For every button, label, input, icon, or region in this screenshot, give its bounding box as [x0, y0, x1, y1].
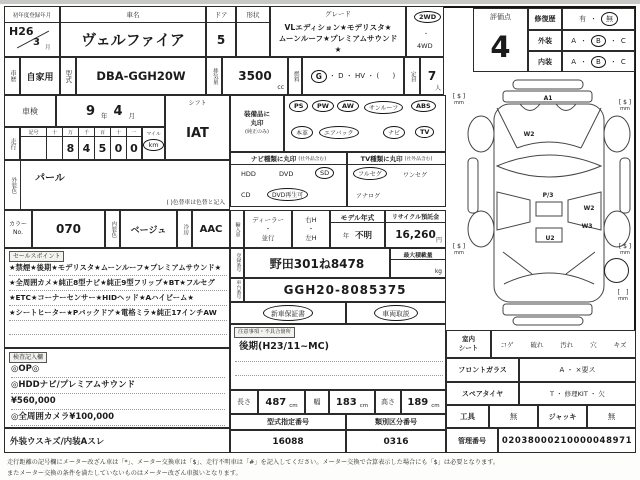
color-no-label [4, 210, 32, 248]
seat-item-scratch: キズ [613, 340, 627, 349]
capacity-unit: 人 [434, 85, 441, 92]
sales-line-empty-1 [9, 321, 227, 335]
empty-bracket-marker [612, 290, 634, 302]
equip-leather-circled: 本革 [291, 126, 313, 139]
equip-sunroof-circled: サンルーフ [364, 101, 403, 114]
mileage-v-10k: 8 [66, 141, 75, 155]
drive-separator: ・ [423, 31, 430, 38]
tv-type-cell [347, 152, 446, 207]
tread-marker-bottom-right-bracket: [ $ ] [618, 243, 632, 250]
tread-marker-top-left-unit: mm [454, 100, 464, 106]
car-top-view-diagram [446, 74, 638, 332]
damage-code-w2-left: W2 [523, 131, 535, 138]
shaken-value [56, 95, 165, 127]
exterior-grade-label: 外装 [528, 30, 562, 51]
mileage-h-10k: 万 [63, 128, 78, 137]
equip-tv-circled: TV [415, 126, 434, 138]
grade-line-3: ★ [334, 44, 342, 54]
sales-line-4: ★シートヒーター★Pバックドア★電格ミラ★純正17インチAW [9, 306, 227, 321]
mileage-v-100k [47, 137, 62, 159]
wheel-front-left [468, 116, 494, 152]
model-code-label: 型式 [60, 57, 76, 95]
sales-line-empty-2 [9, 335, 227, 349]
rating-score-value: 4 [490, 29, 511, 64]
left-door-panel [497, 192, 530, 230]
tread-marker-bottom-right-unit: mm [620, 250, 630, 256]
shaken-month-unit: 月 [128, 111, 136, 120]
height-value-cell [401, 390, 446, 414]
recycle-deposit-label: リサイクル預託金 [386, 211, 445, 223]
nav-dvd-play-circled: DVD再生可 [267, 188, 308, 201]
manual-doc-cell [346, 302, 446, 324]
empty-bracket-unit: mm [618, 296, 628, 302]
history-value: 自家用 [20, 57, 60, 95]
equipment-items-cell [284, 95, 446, 152]
exterior-color-value-area [21, 161, 229, 209]
model-year-value-area [331, 223, 384, 247]
dashboard-arc [517, 142, 581, 148]
length-value-cell [258, 390, 305, 414]
mileage-h-10: 十 [111, 128, 126, 137]
repair-no-circled: 無 [601, 12, 618, 26]
side-sill-left [468, 158, 478, 213]
car-name-label: 車名 [61, 7, 205, 23]
history-label: 車歴 [4, 57, 20, 95]
grade-value [271, 20, 405, 56]
interior-c: C [620, 57, 626, 66]
mileage-unit-cell [142, 127, 165, 160]
rating-score-cell [473, 8, 528, 72]
seat-item-stain: 汚れ [560, 340, 574, 349]
fuel-other-options: ・ D ・ HV ・ ( ) [328, 72, 396, 80]
mileage-v-10: 0 [114, 141, 123, 155]
recycle-deposit-cell [385, 210, 446, 248]
empty-bracket: [ ] [617, 289, 629, 296]
jack-label: ジャッキ [538, 405, 587, 428]
max-load-cell [390, 248, 446, 278]
registration-value: 野田301ね8478 [244, 248, 390, 278]
model-year-unit: 年 [342, 232, 349, 240]
mileage-v-1k: 4 [82, 141, 91, 155]
wheel-rear-right [604, 211, 630, 247]
shaken-year-unit: 年 [101, 111, 108, 120]
registration-label: 登録番号 [230, 248, 244, 278]
rear-window-arc [504, 273, 594, 284]
inspector-notes-cell [4, 348, 230, 428]
sales-line-2: ★全周囲カメ★純正8型ナビ★純正9型フリップ★BT★フルセグ [9, 276, 227, 291]
dot1: ・ [580, 36, 588, 45]
first-registration-label: 初年度登録年月 [5, 7, 59, 23]
equipment-label-1: 装備品に [244, 110, 270, 118]
tv-oneseg: ワンセグ [403, 172, 428, 179]
exterior-b-circled: B [591, 35, 606, 47]
nav-type-title: ナビ種類に丸印 [250, 155, 297, 163]
drive-4wd: 4WD [417, 42, 433, 50]
mileage-h-1k: 千 [79, 128, 94, 137]
length-label: 長さ [230, 390, 258, 414]
interior-grade-label: 内装 [528, 51, 562, 72]
chassis-label: 車台番号 [230, 278, 244, 302]
nav-type-note: (社外品含む) [298, 157, 327, 162]
mileage-col-10 [110, 128, 126, 159]
color-no-label-2: No. [13, 229, 23, 236]
hand-drawn-circle-mark [604, 258, 629, 283]
sales-points-lines [9, 261, 227, 349]
displacement-label: 排気量 [206, 57, 222, 95]
height-value: 189 [407, 396, 429, 408]
classification-label: 類別区分番号 [346, 414, 446, 430]
shape-label: 形状 [237, 7, 269, 23]
jack-value: 無 [587, 405, 636, 428]
interior-color-label: 内装色 [105, 210, 120, 248]
grade-label: グレード [325, 10, 351, 18]
headrest-arcs [520, 104, 576, 111]
condition-note-cell [4, 428, 230, 453]
mileage-h-1: 一 [127, 128, 141, 137]
mileage-col-1k [78, 128, 94, 159]
tread-marker-top-right-unit: mm [620, 106, 630, 112]
fuel-value [302, 57, 404, 95]
repair-dot: ・ [590, 15, 597, 23]
door-label: ドア [207, 7, 235, 23]
equip-airbag-circled: エアバック [319, 126, 359, 139]
mileage-row-label: 走行 [4, 127, 20, 160]
control-number-label: 管理番号 [446, 428, 498, 453]
interior-color-value: ベージュ [120, 210, 177, 248]
damage-code-p3: P/3 [542, 192, 554, 199]
color-no-label-1: カラー [8, 221, 27, 228]
length-unit: cm [289, 402, 298, 409]
recycle-deposit-value: 16,260 [395, 229, 436, 241]
displacement-value: 3500 [238, 69, 272, 83]
tv-type-items [348, 165, 445, 206]
inspector-line-3: ¥560,000 [11, 394, 225, 410]
nav-sd-circled: SD [315, 167, 334, 179]
notes-tag: 注意事項・不具合箇所 [234, 327, 295, 338]
spare-tire-label: スペアタイヤ [446, 382, 519, 405]
tread-marker-top-right-bracket: [ $ ] [618, 99, 632, 106]
equipment-label-3: (純正のみ) [245, 129, 269, 135]
model-year-cell [330, 210, 385, 248]
mileage-v-sign [21, 137, 46, 159]
rear-diagonals [503, 252, 595, 274]
footer-disclaimer-1: 走行距離の記号欄にメーター改ざん車は「*」、メーター交換車は「$」、走行不明車は「#」を記入してください。メーター交換で合算表示した場合にも「$」は必要となります。 [7, 459, 500, 466]
sales-line-3: ★ETC★コーナーセンサー★HIDヘッド★Aハイビーム★ [9, 291, 227, 306]
dot3: ・ [580, 57, 588, 66]
damage-code-u2: U2 [545, 235, 555, 242]
drive-2wd-circled: 2WD [414, 11, 441, 23]
length-value: 487 [265, 396, 287, 408]
classification-value: 0316 [346, 430, 446, 453]
tv-analog: アナログ [356, 193, 381, 200]
sales-line-1: ★禁煙★後期★モデリスタ★ムーンルーフ★プレミアムサウンド★ [9, 261, 227, 276]
exterior-color-cell [4, 160, 230, 210]
displacement-unit: cc [277, 84, 284, 91]
inspector-line-2: ◎HDDナビ/プレミアムサウンド [11, 378, 225, 394]
repair-history-value [562, 8, 635, 30]
tread-marker-bottom-left-unit: mm [454, 250, 464, 256]
steering-dot: ・ [307, 224, 315, 233]
mileage-table [20, 127, 142, 160]
drive-type-cell [406, 6, 444, 57]
shift-label: シフト [188, 100, 207, 107]
height-unit: cm [431, 402, 440, 409]
capacity-value: 7 [427, 69, 437, 83]
import-dealer: ディーラー [252, 215, 284, 224]
displacement-cell [222, 57, 288, 95]
capacity-cell [420, 57, 444, 95]
equip-aw-circled: AW [337, 100, 359, 112]
nav-type-header [231, 153, 346, 165]
first-reg-month: 3 [33, 37, 40, 48]
condition-note-value: 外装ウスキズ/内装Aスレ [10, 436, 105, 447]
tv-type-header [348, 153, 445, 165]
scan-edge-strip [0, 0, 640, 4]
door-cell [206, 6, 236, 57]
grade-line-2: ムーンルーフ★プレミアムサウンド [278, 33, 398, 43]
max-load-value-area [391, 260, 445, 277]
exterior-color-value: パール [35, 173, 65, 184]
import-dot: ・ [264, 224, 272, 233]
moonroof [497, 155, 601, 177]
seat-item-burn: コゲ [500, 340, 514, 349]
grade-line-1: VLエディション★モデリスタ★ [284, 22, 392, 32]
mileage-unit-km-circled: km [143, 139, 163, 151]
windshield-value: A ・ ×要ス [519, 358, 636, 382]
warranty-doc-cell [230, 302, 346, 324]
car-name-cell [60, 6, 206, 57]
nav-type-cell [230, 152, 347, 207]
shaken-year: 9 [85, 103, 95, 119]
width-unit: cm [359, 402, 369, 409]
rating-score-label: 評価点 [490, 13, 511, 21]
model-code-value: DBA-GGH20W [76, 57, 206, 95]
shape-cell [236, 6, 270, 57]
mileage-col-100k [46, 128, 62, 159]
sales-points-tag: セールスポイント [9, 251, 64, 262]
type-designation-value: 16088 [230, 430, 346, 453]
side-sill-right [620, 158, 630, 213]
interior-a: A [571, 57, 577, 66]
first-registration-cell [4, 6, 60, 57]
max-load-label: 最大積載量 [391, 249, 445, 260]
mileage-col-1 [126, 128, 141, 159]
equip-abs-circled: ABS [411, 100, 436, 112]
seat-item-tear: 破れ [530, 340, 544, 349]
tv-fullseg-circled: フルセグ [353, 167, 387, 180]
front-bumper-top [513, 80, 583, 89]
spare-tire-value: T ・ 修理KIT ・ 欠 [519, 382, 636, 405]
height-label: 高さ [375, 390, 401, 414]
first-reg-era: H26 [9, 25, 34, 38]
footer-disclaimer-2: またメーター交換の条件を満たしていないものはメーター改ざん車扱いとなります。 [7, 470, 242, 477]
recycle-deposit-value-area [386, 223, 445, 247]
seat-label-1: 室内 [462, 335, 475, 343]
mileage-h-sign: 記号 [21, 128, 46, 137]
notes-cell [230, 324, 446, 390]
tread-marker-bottom-right [616, 244, 634, 256]
equip-ps-circled: PS [289, 100, 308, 112]
dot4: ・ [609, 57, 617, 66]
exterior-color-label: 外装色 [5, 161, 21, 209]
car-body [494, 104, 604, 302]
dot2: ・ [609, 36, 617, 45]
first-registration-value [5, 23, 59, 56]
ac-label: 冷房 [177, 210, 192, 248]
ac-value: AAC [192, 210, 230, 248]
first-reg-month-unit: 月 [45, 45, 51, 51]
seat-label-2: シート [458, 344, 479, 352]
fuel-gasoline-circled: G [311, 70, 327, 83]
tools-label: 工具 [446, 405, 489, 428]
grade-cell [270, 6, 406, 57]
nav-cd: CD [241, 191, 251, 199]
width-value-cell [329, 390, 375, 414]
tread-marker-top-left [450, 94, 468, 106]
seat-label-cell [446, 330, 491, 358]
inspector-line-1: ◎OP◎ [11, 362, 225, 378]
repair-history-label: 修復歴 [528, 8, 562, 30]
tread-marker-top-right [616, 100, 634, 112]
sales-points-cell [4, 248, 230, 348]
damage-code-a1: A1 [543, 95, 553, 102]
inspector-notes-lines [11, 362, 225, 426]
inspector-notes-tag: 検査記入欄 [9, 352, 47, 363]
tread-marker-top-left-bracket: [ $ ] [452, 93, 466, 100]
tread-marker-bottom-left [450, 244, 468, 256]
tv-type-note: (社外品含む) [404, 157, 433, 162]
exterior-grade-value [562, 30, 635, 51]
equipment-label-cell [230, 95, 284, 152]
center-console-1 [536, 202, 562, 216]
steering-cell [292, 210, 330, 248]
width-value: 183 [335, 396, 357, 408]
mileage-v-1: 0 [130, 141, 138, 155]
steering-left: 左H [305, 233, 317, 242]
mileage-unit-mile: マイル [146, 132, 161, 137]
equip-pw-circled: PW [312, 100, 334, 112]
nav-dvd: DVD [279, 170, 294, 178]
mileage-h-100k: 十 [47, 128, 62, 137]
shaken-label: 車検 [4, 95, 56, 127]
import-parallel: 並行 [261, 233, 275, 242]
inspector-line-4: ◎全周囲カメラ¥100,000 [11, 410, 225, 426]
tread-marker-bottom-left-bracket: [ $ ] [452, 243, 466, 250]
mileage-col-sign [21, 128, 46, 159]
nav-type-items [231, 165, 346, 206]
notes-rule-2 [235, 375, 443, 376]
import-dealer-cell [244, 210, 292, 248]
shaken-month: 4 [113, 103, 123, 119]
type-designation-label: 型式指定番号 [230, 414, 346, 430]
rear-bumper-bottom [513, 317, 583, 325]
nav-hdd: HDD [241, 170, 256, 178]
model-year-value: 不明 [355, 231, 373, 241]
shift-cell [165, 95, 230, 160]
color-no-value: 070 [32, 210, 105, 248]
shape-value [237, 23, 269, 56]
exterior-a: A [571, 36, 577, 45]
manual-doc-circled: 車両取説 [374, 305, 417, 321]
max-load-unit: kg [434, 269, 442, 275]
mileage-v-100: 5 [98, 141, 107, 155]
door-value: 5 [216, 32, 226, 47]
tv-type-title: TV種類に丸印 [360, 155, 403, 163]
repair-yes: 有 [579, 15, 586, 23]
notes-value: 後期(H23/11~MC) [239, 341, 329, 352]
interior-grade-value [562, 51, 635, 72]
mileage-col-100 [94, 128, 110, 159]
mileage-h-100: 百 [95, 128, 110, 137]
capacity-label: 定員 [404, 57, 420, 95]
damage-code-w3-right: W3 [581, 223, 593, 230]
seat-items-cell [491, 330, 636, 358]
wheel-rear-left [468, 211, 494, 247]
steering-right: 右H [305, 215, 317, 224]
equip-navi-circled: ナビ [383, 126, 405, 139]
rear-bumper-main [503, 304, 592, 315]
equipment-label-2: 丸印 [250, 119, 264, 127]
import-label: 輸入車 [230, 210, 244, 248]
recycle-deposit-unit: 円 [435, 237, 442, 244]
interior-b-circled: B [591, 56, 606, 68]
wheel-front-right [604, 116, 630, 152]
fuel-label: 燃料 [288, 57, 302, 95]
damage-code-w2-right: W2 [583, 205, 595, 212]
windshield-label: フロントガラス [446, 358, 519, 382]
tools-value: 無 [489, 405, 538, 428]
width-label: 幅 [305, 390, 329, 414]
shift-value: IAT [186, 125, 209, 141]
warranty-doc-circled: 新車保証書 [263, 305, 313, 321]
exterior-color-note: ( )色替車は色替と記入 [166, 200, 225, 206]
mileage-col-10k [62, 128, 78, 159]
chassis-value: GGH20-8085375 [244, 278, 446, 302]
seat-item-hole: 穴 [590, 340, 597, 349]
exterior-c: C [620, 36, 626, 45]
car-name-value: ヴェルファイア [81, 31, 185, 49]
model-year-label: モデル年式 [331, 211, 384, 223]
notes-rule-1 [235, 361, 443, 362]
control-number-value: 02038000210000048971 [498, 428, 636, 453]
